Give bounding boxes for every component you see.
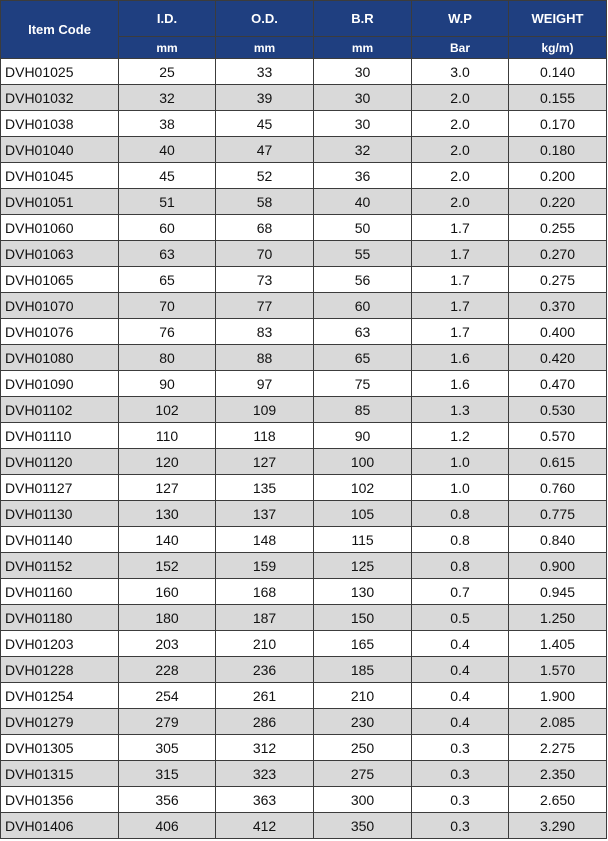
cell-item-code: DVH01080	[1, 345, 119, 371]
cell-wp: 1.0	[412, 475, 509, 501]
cell-id: 140	[119, 527, 216, 553]
table-row	[1, 59, 607, 85]
cell-od: 83	[216, 319, 314, 345]
cell-weight: 0.945	[509, 579, 607, 605]
cell-id: 120	[119, 449, 216, 475]
unit-br: mm	[314, 37, 412, 59]
cell-id: 65	[119, 267, 216, 293]
table-row	[1, 761, 607, 787]
cell-br: 40	[314, 189, 412, 215]
unit-wp: Bar	[412, 37, 509, 59]
table-row	[1, 605, 607, 631]
cell-wp: 0.8	[412, 501, 509, 527]
cell-wp: 0.8	[412, 553, 509, 579]
header-id: I.D.	[119, 1, 216, 37]
cell-wp: 1.6	[412, 371, 509, 397]
header-weight: WEIGHT	[509, 1, 607, 37]
cell-id: 90	[119, 371, 216, 397]
cell-od: 286	[216, 709, 314, 735]
cell-wp: 1.7	[412, 267, 509, 293]
cell-weight: 0.470	[509, 371, 607, 397]
cell-br: 56	[314, 267, 412, 293]
cell-weight: 0.170	[509, 111, 607, 137]
table-row	[1, 371, 607, 397]
cell-weight: 0.840	[509, 527, 607, 553]
cell-item-code: DVH01228	[1, 657, 119, 683]
cell-wp: 1.0	[412, 449, 509, 475]
cell-wp: 2.0	[412, 163, 509, 189]
cell-od: 261	[216, 683, 314, 709]
cell-weight: 2.350	[509, 761, 607, 787]
cell-id: 203	[119, 631, 216, 657]
cell-od: 148	[216, 527, 314, 553]
cell-od: 68	[216, 215, 314, 241]
cell-br: 105	[314, 501, 412, 527]
cell-br: 32	[314, 137, 412, 163]
cell-weight: 0.570	[509, 423, 607, 449]
cell-weight: 0.180	[509, 137, 607, 163]
cell-wp: 2.0	[412, 85, 509, 111]
cell-br: 275	[314, 761, 412, 787]
cell-br: 210	[314, 683, 412, 709]
cell-od: 135	[216, 475, 314, 501]
cell-item-code: DVH01305	[1, 735, 119, 761]
cell-br: 63	[314, 319, 412, 345]
cell-id: 51	[119, 189, 216, 215]
cell-id: 63	[119, 241, 216, 267]
table-row	[1, 657, 607, 683]
cell-br: 230	[314, 709, 412, 735]
cell-item-code: DVH01032	[1, 85, 119, 111]
cell-od: 137	[216, 501, 314, 527]
cell-br: 300	[314, 787, 412, 813]
cell-od: 412	[216, 813, 314, 839]
cell-weight: 0.220	[509, 189, 607, 215]
table-row	[1, 527, 607, 553]
cell-id: 25	[119, 59, 216, 85]
header-row	[1, 1, 607, 37]
cell-weight: 0.275	[509, 267, 607, 293]
cell-br: 125	[314, 553, 412, 579]
cell-br: 30	[314, 85, 412, 111]
cell-id: 76	[119, 319, 216, 345]
cell-item-code: DVH01051	[1, 189, 119, 215]
table-row	[1, 267, 607, 293]
cell-br: 75	[314, 371, 412, 397]
cell-weight: 0.420	[509, 345, 607, 371]
cell-wp: 0.3	[412, 787, 509, 813]
table-row	[1, 85, 607, 111]
cell-weight: 0.775	[509, 501, 607, 527]
cell-wp: 0.3	[412, 761, 509, 787]
cell-id: 160	[119, 579, 216, 605]
cell-od: 97	[216, 371, 314, 397]
cell-weight: 0.760	[509, 475, 607, 501]
table-row	[1, 345, 607, 371]
cell-br: 30	[314, 111, 412, 137]
cell-item-code: DVH01060	[1, 215, 119, 241]
cell-wp: 0.4	[412, 683, 509, 709]
cell-wp: 1.7	[412, 293, 509, 319]
header-od: O.D.	[216, 1, 314, 37]
cell-item-code: DVH01120	[1, 449, 119, 475]
cell-br: 90	[314, 423, 412, 449]
cell-id: 60	[119, 215, 216, 241]
cell-id: 102	[119, 397, 216, 423]
cell-item-code: DVH01152	[1, 553, 119, 579]
cell-weight: 3.290	[509, 813, 607, 839]
cell-weight: 0.270	[509, 241, 607, 267]
cell-item-code: DVH01090	[1, 371, 119, 397]
cell-wp: 2.0	[412, 137, 509, 163]
cell-weight: 0.140	[509, 59, 607, 85]
cell-item-code: DVH01279	[1, 709, 119, 735]
cell-br: 102	[314, 475, 412, 501]
cell-item-code: DVH01203	[1, 631, 119, 657]
table-row	[1, 319, 607, 345]
cell-id: 228	[119, 657, 216, 683]
cell-item-code: DVH01254	[1, 683, 119, 709]
cell-item-code: DVH01315	[1, 761, 119, 787]
table-row	[1, 423, 607, 449]
cell-od: 77	[216, 293, 314, 319]
cell-od: 118	[216, 423, 314, 449]
cell-id: 406	[119, 813, 216, 839]
cell-id: 110	[119, 423, 216, 449]
cell-od: 33	[216, 59, 314, 85]
cell-od: 45	[216, 111, 314, 137]
cell-wp: 1.7	[412, 215, 509, 241]
cell-item-code: DVH01070	[1, 293, 119, 319]
cell-id: 305	[119, 735, 216, 761]
table-row	[1, 449, 607, 475]
cell-item-code: DVH01356	[1, 787, 119, 813]
cell-id: 80	[119, 345, 216, 371]
cell-id: 40	[119, 137, 216, 163]
cell-item-code: DVH01040	[1, 137, 119, 163]
cell-br: 250	[314, 735, 412, 761]
unit-id: mm	[119, 37, 216, 59]
cell-weight: 2.275	[509, 735, 607, 761]
table-row	[1, 215, 607, 241]
cell-id: 130	[119, 501, 216, 527]
cell-id: 70	[119, 293, 216, 319]
table-row	[1, 137, 607, 163]
cell-item-code: DVH01045	[1, 163, 119, 189]
cell-br: 165	[314, 631, 412, 657]
table-row	[1, 293, 607, 319]
cell-id: 38	[119, 111, 216, 137]
cell-id: 180	[119, 605, 216, 631]
table-header	[1, 1, 607, 59]
cell-wp: 2.0	[412, 189, 509, 215]
cell-item-code: DVH01406	[1, 813, 119, 839]
cell-wp: 0.3	[412, 813, 509, 839]
cell-wp: 2.0	[412, 111, 509, 137]
cell-od: 109	[216, 397, 314, 423]
cell-wp: 1.2	[412, 423, 509, 449]
cell-od: 363	[216, 787, 314, 813]
cell-item-code: DVH01063	[1, 241, 119, 267]
cell-weight: 1.570	[509, 657, 607, 683]
cell-weight: 0.155	[509, 85, 607, 111]
cell-item-code: DVH01160	[1, 579, 119, 605]
cell-wp: 0.4	[412, 709, 509, 735]
cell-id: 254	[119, 683, 216, 709]
table-row	[1, 111, 607, 137]
cell-weight: 0.900	[509, 553, 607, 579]
cell-od: 88	[216, 345, 314, 371]
table-row	[1, 501, 607, 527]
cell-id: 127	[119, 475, 216, 501]
cell-od: 168	[216, 579, 314, 605]
cell-br: 36	[314, 163, 412, 189]
cell-item-code: DVH01140	[1, 527, 119, 553]
cell-id: 45	[119, 163, 216, 189]
cell-od: 187	[216, 605, 314, 631]
cell-weight: 0.615	[509, 449, 607, 475]
cell-br: 130	[314, 579, 412, 605]
cell-wp: 1.3	[412, 397, 509, 423]
table-row	[1, 813, 607, 839]
cell-wp: 1.7	[412, 319, 509, 345]
cell-od: 52	[216, 163, 314, 189]
table-row	[1, 709, 607, 735]
cell-od: 159	[216, 553, 314, 579]
cell-weight: 0.200	[509, 163, 607, 189]
table-row	[1, 163, 607, 189]
cell-weight: 1.405	[509, 631, 607, 657]
cell-id: 152	[119, 553, 216, 579]
cell-weight: 2.650	[509, 787, 607, 813]
cell-id: 315	[119, 761, 216, 787]
cell-id: 279	[119, 709, 216, 735]
cell-br: 185	[314, 657, 412, 683]
cell-wp: 0.4	[412, 631, 509, 657]
cell-od: 210	[216, 631, 314, 657]
cell-od: 47	[216, 137, 314, 163]
cell-weight: 2.085	[509, 709, 607, 735]
cell-br: 60	[314, 293, 412, 319]
cell-br: 85	[314, 397, 412, 423]
cell-od: 73	[216, 267, 314, 293]
table-row	[1, 553, 607, 579]
cell-br: 65	[314, 345, 412, 371]
cell-item-code: DVH01065	[1, 267, 119, 293]
unit-weight: kg/m)	[509, 37, 607, 59]
cell-wp: 0.5	[412, 605, 509, 631]
cell-wp: 0.3	[412, 735, 509, 761]
cell-wp: 0.8	[412, 527, 509, 553]
cell-weight: 0.400	[509, 319, 607, 345]
cell-br: 350	[314, 813, 412, 839]
cell-br: 150	[314, 605, 412, 631]
cell-item-code: DVH01130	[1, 501, 119, 527]
table-row	[1, 735, 607, 761]
table-body	[1, 59, 607, 839]
cell-od: 70	[216, 241, 314, 267]
header-br: B.R	[314, 1, 412, 37]
table-row	[1, 475, 607, 501]
cell-od: 39	[216, 85, 314, 111]
unit-od: mm	[216, 37, 314, 59]
cell-od: 312	[216, 735, 314, 761]
cell-item-code: DVH01127	[1, 475, 119, 501]
cell-weight: 0.255	[509, 215, 607, 241]
cell-wp: 0.7	[412, 579, 509, 605]
table-row	[1, 631, 607, 657]
cell-wp: 3.0	[412, 59, 509, 85]
cell-weight: 0.370	[509, 293, 607, 319]
cell-br: 115	[314, 527, 412, 553]
cell-item-code: DVH01180	[1, 605, 119, 631]
table-row	[1, 189, 607, 215]
cell-weight: 1.900	[509, 683, 607, 709]
table-row	[1, 683, 607, 709]
cell-od: 323	[216, 761, 314, 787]
cell-item-code: DVH01076	[1, 319, 119, 345]
table-row	[1, 787, 607, 813]
cell-wp: 0.4	[412, 657, 509, 683]
cell-item-code: DVH01025	[1, 59, 119, 85]
cell-id: 356	[119, 787, 216, 813]
cell-od: 127	[216, 449, 314, 475]
table-row	[1, 241, 607, 267]
cell-br: 50	[314, 215, 412, 241]
cell-br: 55	[314, 241, 412, 267]
cell-od: 236	[216, 657, 314, 683]
table-row	[1, 579, 607, 605]
header-item-code: Item Code	[1, 1, 119, 59]
cell-id: 32	[119, 85, 216, 111]
cell-item-code: DVH01038	[1, 111, 119, 137]
cell-weight: 0.530	[509, 397, 607, 423]
header-wp: W.P	[412, 1, 509, 37]
cell-br: 100	[314, 449, 412, 475]
cell-weight: 1.250	[509, 605, 607, 631]
cell-od: 58	[216, 189, 314, 215]
cell-item-code: DVH01102	[1, 397, 119, 423]
cell-br: 30	[314, 59, 412, 85]
cell-wp: 1.6	[412, 345, 509, 371]
table-row	[1, 397, 607, 423]
cell-wp: 1.7	[412, 241, 509, 267]
cell-item-code: DVH01110	[1, 423, 119, 449]
